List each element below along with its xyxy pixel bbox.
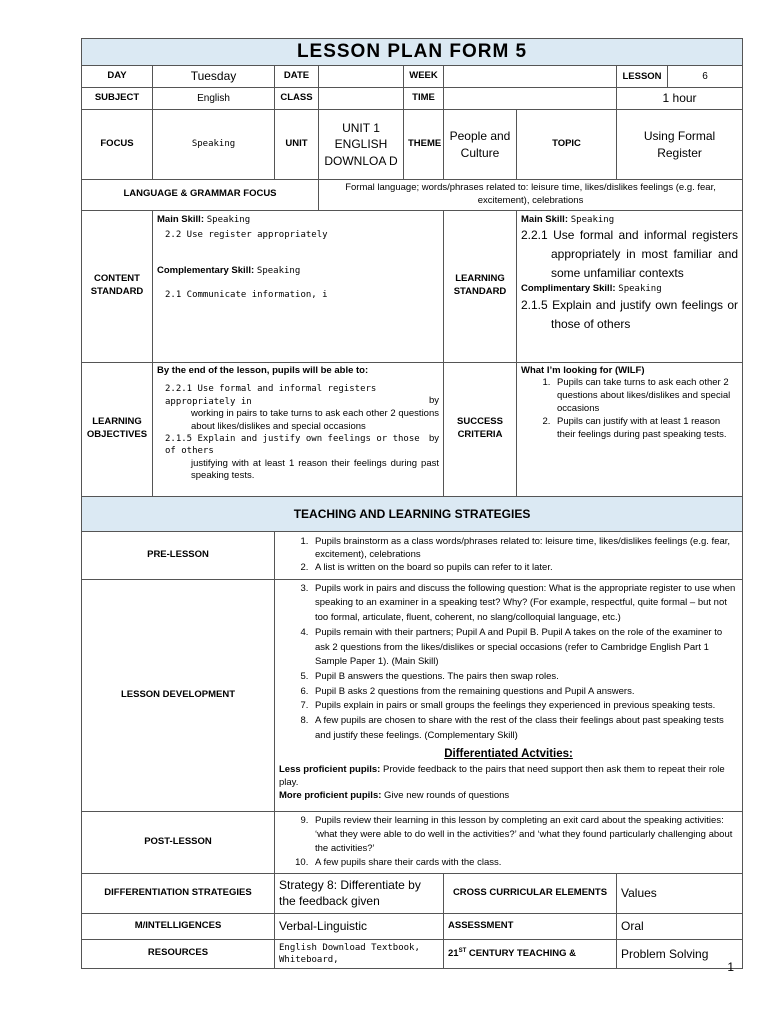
more-proficient-label: More proficient pupils: bbox=[279, 789, 382, 801]
more-proficient-text: Give new rounds of questions bbox=[381, 789, 510, 801]
objectives-intro: By the end of the lesson, pupils will be able to: bbox=[157, 364, 369, 376]
class-value bbox=[319, 88, 404, 110]
lesson-development-label: LESSON DEVELOPMENT bbox=[82, 579, 275, 811]
objective-1-text: working in pairs to take turns to ask each other 2 questions about likes/dislikes and special occasions bbox=[191, 407, 439, 432]
less-proficient-text: Provide feedback to the pairs that need support then ask them to repeat their role play. bbox=[279, 764, 725, 788]
m-intelligences-label: M/INTELLIGENCES bbox=[82, 913, 275, 939]
differentiated-title: Differentiated Actvities: bbox=[444, 747, 573, 760]
content-standard-cell bbox=[153, 210, 444, 362]
theme-label: THEME bbox=[404, 110, 444, 180]
class-label: CLASS bbox=[275, 88, 319, 110]
day-value: Tuesday bbox=[153, 66, 275, 88]
day-label: DAY bbox=[82, 66, 153, 88]
unit-label: UNIT bbox=[275, 110, 319, 180]
strategies-title: TEACHING AND LEARNING STRATEGIES bbox=[82, 496, 743, 531]
week-value bbox=[444, 66, 617, 88]
page-number: 1 bbox=[727, 960, 734, 974]
post-lesson-label: POST-LESSON bbox=[82, 811, 275, 873]
success-item: 2. Pupils can justify with at least 1 reason their feelings during past speaking tests. bbox=[553, 416, 738, 442]
lesson-development-cell bbox=[275, 579, 743, 811]
cross-curricular-label: CROSS CURRICULAR ELEMENTS bbox=[444, 873, 617, 913]
learning-standard-label: LEARNING STANDARD bbox=[444, 210, 517, 362]
post-lesson-item: 9. Pupils review their learning in this lesson by completing an exit card about the speaking activities: ‘what they were able to do well in the activities?’ and ‘what they found particularly challenging about the activities?’ bbox=[311, 814, 738, 857]
objective-1-code: 2.2.1 Use formal and informal registers appropriately in bbox=[165, 384, 377, 407]
cs-comp-value: Speaking bbox=[256, 265, 301, 276]
resources-value: English Download Textbook, Whiteboard, bbox=[275, 939, 444, 968]
development-item: 8. A few pupils are chosen to share with the rest of the class their feelings about past speaking tests and justify these feelings. (Complementary Skill) bbox=[311, 714, 738, 743]
development-list bbox=[279, 582, 738, 744]
pre-lesson-item: 1. Pupils brainstorm as a class words/phrases related to: leisure time, likes/dislikes feelings (e.g. fear, excitement), celebrations bbox=[311, 536, 738, 562]
success-criteria-cell bbox=[517, 362, 743, 496]
cs-comp-item: 2.1 Communicate information, i bbox=[165, 290, 328, 301]
century-teaching-label bbox=[444, 939, 617, 968]
resources-label: RESOURCES bbox=[82, 939, 275, 968]
cs-comp-label: Complementary Skill: bbox=[157, 264, 255, 276]
pre-lesson-label: PRE-LESSON bbox=[82, 531, 275, 579]
time-value: 1 hour bbox=[617, 88, 743, 110]
form-title: LESSON PLAN FORM 5 bbox=[82, 39, 743, 66]
lesson-plan-table bbox=[81, 38, 743, 969]
cross-curricular-value: Values bbox=[617, 873, 743, 913]
development-item: 6. Pupil B asks 2 questions from the remaining questions and Pupil A answers. bbox=[311, 685, 738, 700]
development-item: 7. Pupils explain in pairs or small groups the feelings they experienced in previous speaking tests. bbox=[311, 699, 738, 714]
objectives-cell bbox=[153, 362, 444, 496]
development-item: 4. Pupils remain with their partners; Pupil A and Pupil B. Pupil A takes on the role of the examiner to ask 2 questions from the likes/dislikes or special occasions (refer to Cambridge English Part 1 Sample Paper 1). (Main Skill) bbox=[311, 626, 738, 670]
success-intro: What I’m looking for (WILF) bbox=[521, 364, 645, 376]
success-list bbox=[521, 377, 738, 441]
content-standard-label: CONTENT STANDARD bbox=[82, 210, 153, 362]
ls-comp-item: 2.1.5 Explain and justify own feelings or those of others bbox=[521, 298, 739, 331]
lang-focus-value: Formal language; words/phrases related to: leisure time, likes/dislikes feelings (e.g. fear, excitement), celebrations bbox=[319, 180, 743, 211]
century-number: 21 bbox=[448, 947, 459, 959]
ls-main-value: Speaking bbox=[570, 214, 615, 225]
time-blank bbox=[444, 88, 617, 110]
lang-focus-label: LANGUAGE & GRAMMAR FOCUS bbox=[82, 180, 319, 211]
pre-lesson-list bbox=[279, 536, 738, 574]
week-label: WEEK bbox=[404, 66, 444, 88]
ls-main-item: 2.2.1 Use formal and informal registers appropriately in most familiar and some unfamiliar contexts bbox=[521, 228, 739, 280]
pre-lesson-cell bbox=[275, 531, 743, 579]
assessment-label: ASSESSMENT bbox=[444, 913, 617, 939]
post-lesson-list bbox=[279, 814, 738, 871]
subject-label: SUBJECT bbox=[82, 88, 153, 110]
objective-2-text: justifying with at least 1 reason their feelings during past speaking tests. bbox=[191, 457, 439, 482]
success-item: 1. Pupils can take turns to ask each other 2 questions about likes/dislikes and special occasions bbox=[553, 377, 738, 415]
lesson-cell bbox=[617, 66, 743, 88]
pre-lesson-item: 2. A list is written on the board so pupils can refer to it later. bbox=[311, 562, 738, 575]
date-value bbox=[319, 66, 404, 88]
assessment-value: Oral bbox=[617, 913, 743, 939]
lesson-label: LESSON bbox=[617, 66, 668, 87]
post-lesson-cell bbox=[275, 811, 743, 873]
century-teaching-value: Problem Solving bbox=[617, 939, 743, 968]
focus-value: Speaking bbox=[153, 110, 275, 180]
topic-label: TOPIC bbox=[517, 110, 617, 180]
lesson-value: 6 bbox=[702, 70, 708, 82]
development-item: 5. Pupil B answers the questions. The pairs then swap roles. bbox=[311, 670, 738, 685]
m-intelligences-value: Verbal-Linguistic bbox=[275, 913, 444, 939]
objective-2-code: 2.1.5 Explain and justify own feelings or those of others bbox=[165, 434, 420, 457]
subject-value: English bbox=[153, 88, 275, 110]
century-suffix: ST bbox=[458, 947, 467, 954]
focus-label: FOCUS bbox=[82, 110, 153, 180]
ls-main-label: Main Skill: bbox=[521, 213, 568, 225]
cs-main-value: Speaking bbox=[206, 214, 251, 225]
unit-value: UNIT 1 ENGLISH DOWNLOA D bbox=[319, 110, 404, 180]
objective-1-by: by bbox=[428, 394, 439, 406]
success-criteria-label: SUCCESS CRITERIA bbox=[444, 362, 517, 496]
post-lesson-item: 10. A few pupils share their cards with the class. bbox=[311, 856, 738, 870]
learning-standard-cell bbox=[517, 210, 743, 362]
differentiation-value: Strategy 8: Differentiate by the feedback given bbox=[275, 873, 444, 913]
ls-comp-label: Complimentary Skill: bbox=[521, 283, 616, 295]
ls-comp-value: Speaking bbox=[618, 284, 662, 295]
century-text: CENTURY TEACHING & bbox=[466, 947, 577, 959]
differentiation-label: DIFFERENTIATION STRATEGIES bbox=[82, 873, 275, 913]
objective-2-by: by bbox=[428, 433, 439, 445]
development-item: 3. Pupils work in pairs and discuss the following question: What is the appropriate register to use when speaking to an examiner in a speaking test? Why? (For example, respectful, quite formal – but not too formal, articulate, fluent, coherent, no slang/colloquial language, etc.) bbox=[311, 582, 738, 626]
cs-main-label: Main Skill: bbox=[157, 213, 204, 225]
lesson-plan-form bbox=[81, 38, 742, 969]
time-label: TIME bbox=[404, 88, 444, 110]
topic-value: Using Formal Register bbox=[617, 110, 743, 180]
theme-value: People and Culture bbox=[444, 110, 517, 180]
learning-objectives-label: LEARNING OBJECTIVES bbox=[82, 362, 153, 496]
less-proficient-label: Less proficient pupils: bbox=[279, 764, 381, 776]
date-label: DATE bbox=[275, 66, 319, 88]
cs-main-item: 2.2 Use register appropriately bbox=[165, 230, 328, 241]
